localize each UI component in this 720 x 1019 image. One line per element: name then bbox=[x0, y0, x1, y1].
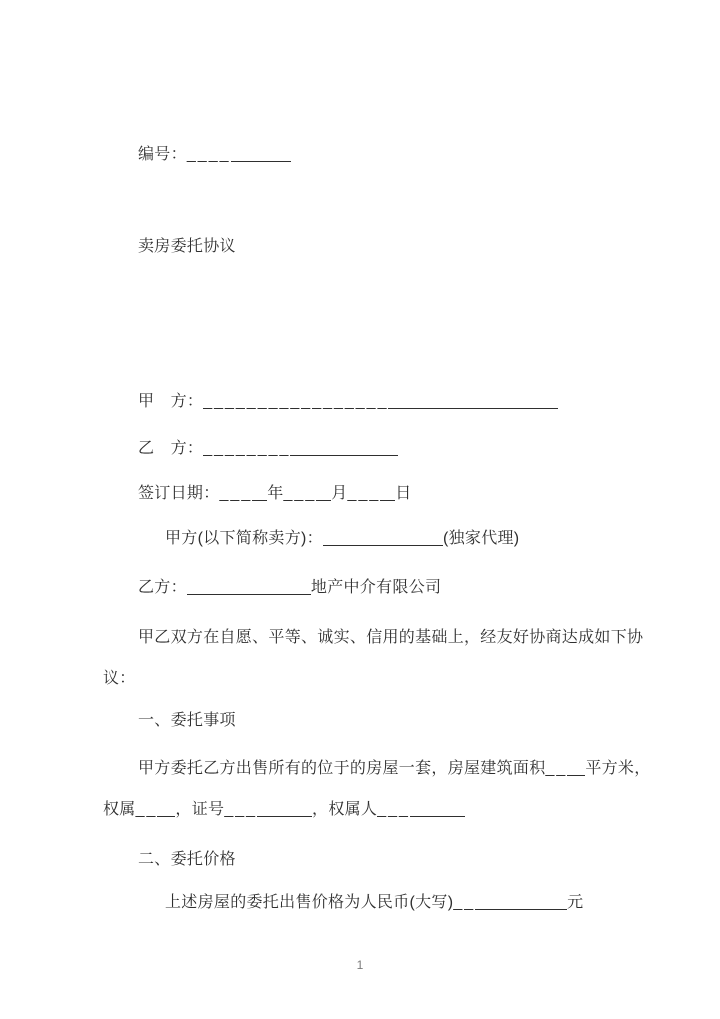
doc-text: 上述房屋的委托出售价格为人民币(大写) bbox=[165, 894, 454, 911]
preamble-line-2 bbox=[103, 670, 136, 688]
blank-field-rule bbox=[231, 159, 291, 162]
blank-field-dashed: ___ bbox=[224, 801, 258, 818]
blank-field-dashed: ________ bbox=[203, 440, 291, 457]
document-title bbox=[138, 238, 236, 256]
blank-field-dashed: ___ bbox=[283, 485, 317, 502]
serial-number-line bbox=[138, 146, 291, 164]
blank-field-dashed: __ bbox=[545, 760, 568, 777]
blank-field-rule bbox=[187, 592, 311, 595]
blank-field-dashed: ___ bbox=[377, 801, 410, 818]
doc-text: 日 bbox=[395, 485, 412, 502]
doc-text: 权属 bbox=[103, 801, 136, 818]
blank-field-rule bbox=[323, 543, 443, 546]
doc-text: 月 bbox=[331, 485, 348, 502]
doc-text: 二、委托价格 bbox=[138, 851, 236, 868]
section-2-heading bbox=[138, 851, 236, 869]
blank-field-dashed: __ bbox=[135, 801, 158, 818]
blank-field-rule bbox=[257, 814, 312, 817]
section-2-body-line bbox=[165, 894, 583, 912]
party-b-detail-line bbox=[138, 579, 441, 597]
blank-field-rule bbox=[252, 498, 267, 501]
section-1-body-line-1 bbox=[138, 760, 651, 778]
blank-field-dashed: ____ bbox=[186, 146, 231, 163]
doc-text: 甲乙双方在自愿、平等、诚实、信用的基础上，经友好协商达成如下协 bbox=[138, 629, 644, 646]
doc-text: 编号： bbox=[138, 146, 187, 163]
doc-text: 甲方(以下简称卖方)： bbox=[165, 530, 323, 547]
doc-text: 乙 方： bbox=[138, 440, 204, 457]
section-1-heading bbox=[138, 712, 236, 730]
blank-field-rule bbox=[475, 907, 567, 910]
doc-text: 甲方委托乙方出售所有的位于的房屋一套，房屋建筑面积 bbox=[138, 760, 546, 777]
doc-text: 签订日期： bbox=[138, 485, 220, 502]
doc-text: 年 bbox=[267, 485, 284, 502]
blank-field-dashed: ___ bbox=[219, 485, 253, 502]
preamble-line-1 bbox=[138, 629, 643, 647]
blank-field-rule bbox=[157, 814, 175, 817]
doc-text: ，证号 bbox=[175, 801, 225, 818]
signing-date-line bbox=[138, 485, 412, 503]
blank-field-rule bbox=[316, 498, 331, 501]
doc-text: 议： bbox=[103, 670, 136, 687]
doc-text: 元 bbox=[567, 894, 584, 911]
blank-field-rule bbox=[388, 406, 558, 409]
doc-text: 平方米， bbox=[585, 760, 651, 777]
doc-text: 乙方： bbox=[138, 579, 187, 596]
blank-field-rule bbox=[567, 773, 585, 776]
doc-text: ，权属人 bbox=[312, 801, 378, 818]
doc-text: 甲 方： bbox=[138, 393, 204, 410]
party-a-line bbox=[138, 393, 558, 411]
blank-field-dashed: __ bbox=[453, 894, 476, 911]
party-a-detail-line bbox=[165, 530, 519, 548]
blank-field-dashed: ___ bbox=[347, 485, 381, 502]
party-b-line bbox=[138, 440, 398, 458]
doc-text: 地产中介有限公司 bbox=[310, 579, 442, 596]
blank-field-rule bbox=[410, 814, 465, 817]
page-number: 1 bbox=[356, 958, 364, 972]
doc-text: (独家代理) bbox=[442, 530, 520, 547]
section-1-body-line-2 bbox=[103, 801, 465, 819]
doc-text: 卖房委托协议 bbox=[138, 238, 236, 255]
blank-field-rule bbox=[290, 453, 398, 456]
doc-text: 一、委托事项 bbox=[138, 712, 236, 729]
blank-field-rule bbox=[380, 498, 395, 501]
blank-field-dashed: _________________ bbox=[203, 393, 389, 410]
